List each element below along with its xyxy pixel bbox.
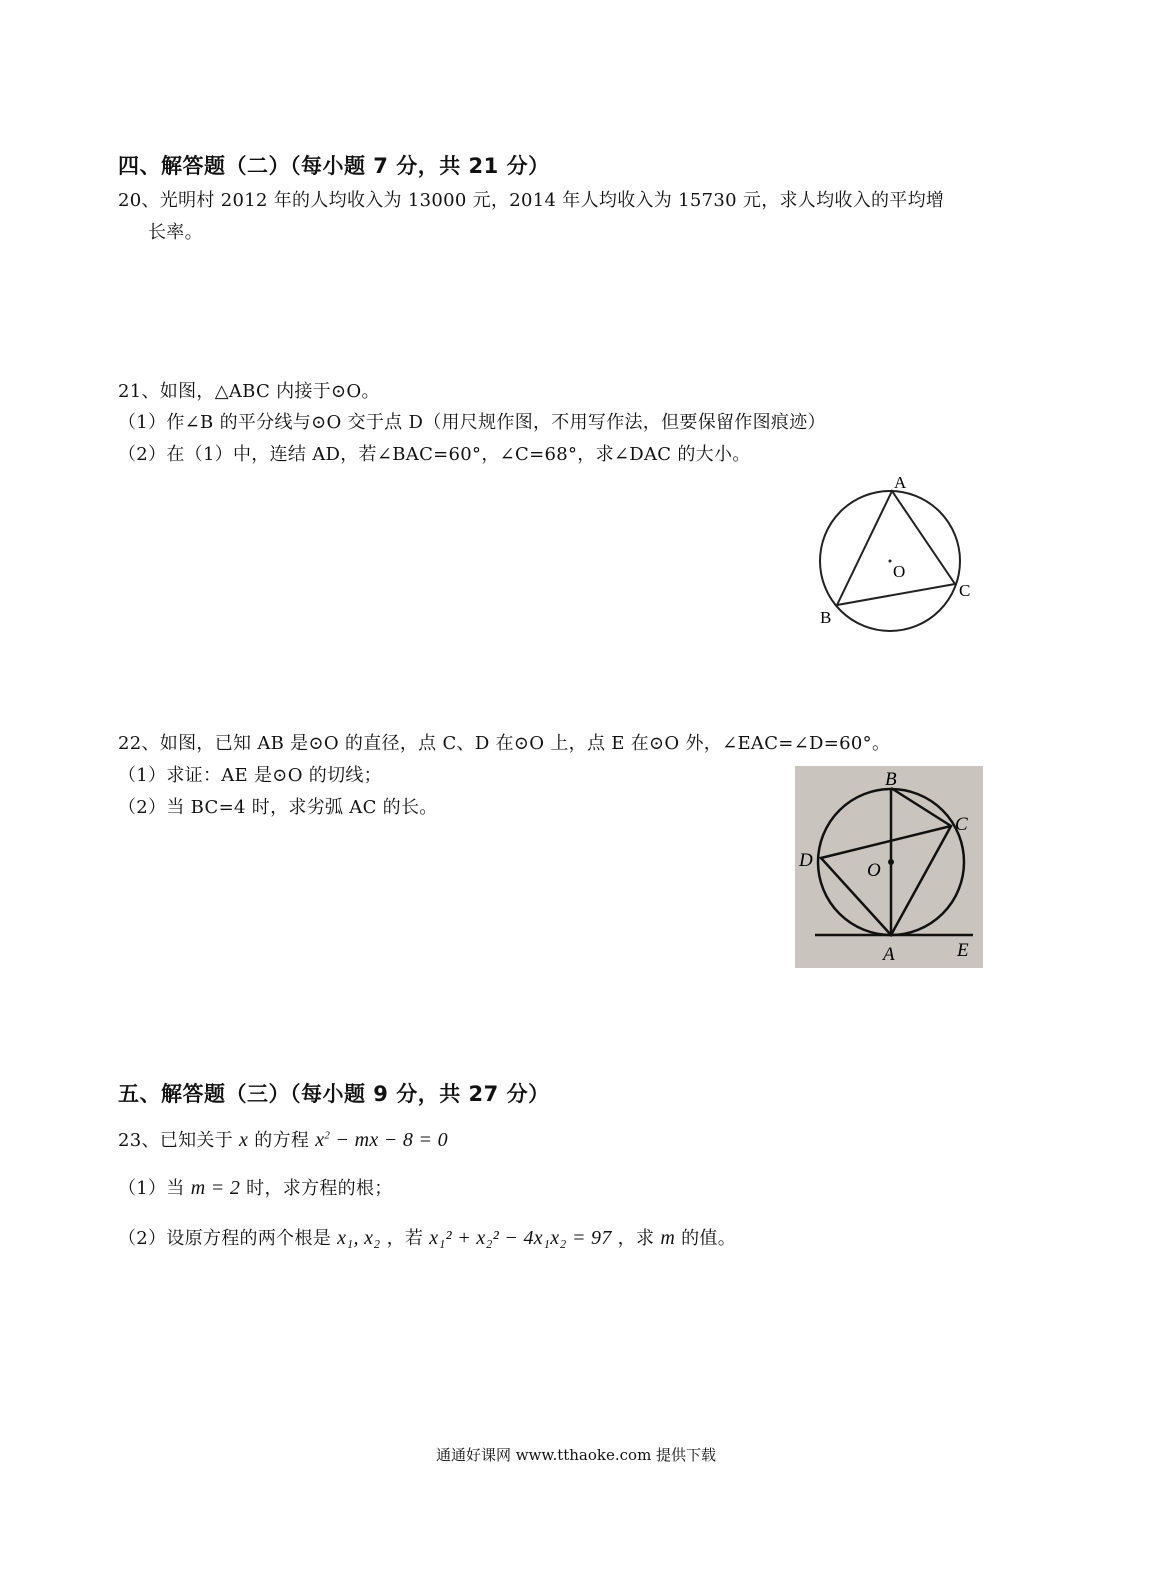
q21-part-1: （1）作∠B 的平分线与⊙O 交于点 D（用尺规作图，不用写作法，但要保留作图痕迹） bbox=[118, 412, 826, 433]
q21-figure bbox=[805, 466, 990, 638]
q21-intro: 21、如图，△ABC 内接于⊙O。 bbox=[118, 381, 380, 402]
q23-part-2-expression: x₁² + x₂² − 4x₁x₂ = 97 bbox=[429, 1227, 612, 1249]
q23-part-2-prefix: （2）设原方程的两个根是 bbox=[118, 1228, 332, 1249]
q23-part-1-prefix: （1）当 bbox=[118, 1178, 185, 1199]
q22-label-d: D bbox=[799, 850, 813, 871]
q23-intro-mid: 的方程 bbox=[254, 1130, 310, 1151]
q21-center-point bbox=[889, 560, 892, 563]
q23-intro-prefix: 23、已知关于 bbox=[118, 1130, 234, 1151]
q23-intro bbox=[118, 1126, 448, 1152]
q22-label-a: A bbox=[883, 944, 895, 965]
q23-equation-exp: 2 bbox=[324, 1129, 331, 1142]
q22-label-o: O bbox=[867, 860, 881, 881]
q21-label-a: A bbox=[894, 473, 907, 492]
q22-part-2: （2）当 BC=4 时，求劣弧 AC 的长。 bbox=[118, 797, 438, 818]
section-4-title: 四、解答题（二）（每小题 7 分，共 21 分） bbox=[118, 154, 550, 178]
q23-part-1-suffix: 时，求方程的根； bbox=[246, 1178, 393, 1199]
q22-label-b: B bbox=[885, 769, 897, 790]
q23-var-x: x bbox=[239, 1129, 249, 1151]
q22-part-1: （1）求证：AE 是⊙O 的切线； bbox=[118, 765, 382, 786]
q21-label-o: O bbox=[893, 562, 906, 581]
q23-part-2 bbox=[118, 1224, 736, 1250]
q21-label-c: C bbox=[959, 581, 971, 600]
q21-label-b: B bbox=[820, 608, 832, 627]
q22-photo-background bbox=[795, 766, 983, 968]
q23-part-1 bbox=[118, 1174, 393, 1200]
q22-center-point bbox=[888, 859, 894, 865]
q23-equation bbox=[315, 1129, 448, 1151]
page-footer: 通通好课网 www.tthaoke.com 提供下载 bbox=[435, 1446, 717, 1464]
q22-label-c: C bbox=[955, 814, 968, 835]
q23-part-2-roots: x₁, x₂ bbox=[337, 1227, 381, 1249]
q23-part-2-var: m bbox=[660, 1227, 676, 1249]
q20-line-2: 长率。 bbox=[148, 222, 203, 243]
section-5-title: 五、解答题（三）（每小题 9 分，共 27 分） bbox=[118, 1082, 550, 1106]
q21-part-2: （2）在（1）中，连结 AD，若∠BAC=60°，∠C=68°，求∠DAC 的大小。 bbox=[118, 444, 751, 465]
q22-intro: 22、如图，已知 AB 是⊙O 的直径，点 C、D 在⊙O 上，点 E 在⊙O 外，∠EAC=∠D=60°。 bbox=[118, 733, 891, 754]
q23-equation-x: x bbox=[315, 1129, 325, 1151]
q23-part-2-mid2: ，求 bbox=[617, 1228, 655, 1249]
q22-label-e: E bbox=[957, 940, 969, 961]
q23-part-2-suffix: 的值。 bbox=[681, 1228, 736, 1249]
q23-part-2-mid: ，若 bbox=[386, 1228, 424, 1249]
q22-figure bbox=[795, 766, 983, 968]
q23-part-1-math: m = 2 bbox=[190, 1177, 241, 1199]
q20-line-1: 20、光明村 2012 年的人均收入为 13000 元，2014 年人均收入为 15730 元，求人均收入的平均增 bbox=[118, 190, 945, 211]
q23-equation-rest: − mx − 8 = 0 bbox=[330, 1129, 448, 1151]
